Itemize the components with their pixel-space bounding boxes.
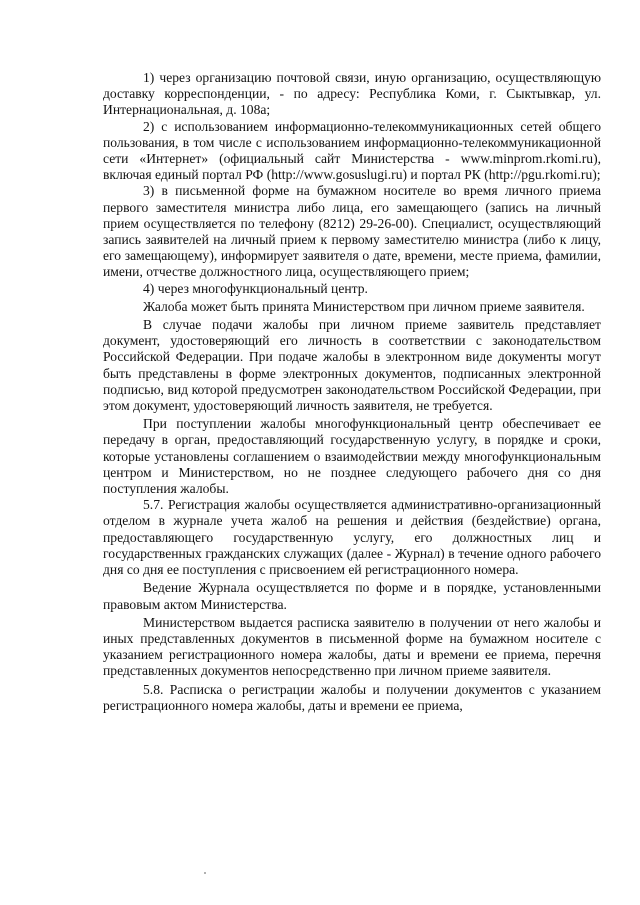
paragraph-receipt-issuance: Министерством выдается расписка заявителю в получении от него жалобы и иных представленных документов в письменной форме на бумажном носителе с указанием регистрационного номера жалобы, даты и времени ее приема, перечня представленных документов непосредственно при личном приеме заявителя. [103, 614, 601, 679]
paragraph-mfc-transfer: При поступлении жалобы многофункциональный центр обеспечивает ее передачу в орган, предоставляющий государственную услугу, в порядке и сроки, которые установлены соглашением о взаимодействии между многофункциональным центром и Министерством, но не позднее следующего рабочего дня со дня поступления жалобы. [103, 416, 601, 497]
document-page [103, 70, 601, 714]
scan-speck [204, 872, 206, 874]
paragraph-personal-reception: 3) в письменной форме на бумажном носителе во время личного приема первого заместителя министра либо лица, его замещающего (запись на личный прием осуществляется по телефону (8212) 29-26-00). Специалист, осуществляющий запись заявителей на личный прием к первому заместителю министра (либо к лицу, его замещающему), информирует заявителя о дате, времени, месте приема, фамилии, имени, отчестве должностного лица, осуществляющего прием; [103, 183, 601, 280]
paragraph-internet-submission: 2) с использованием информационно-телекоммуникационных сетей общего пользования, в том числе с использованием информационно-телекоммуникационной сети «Интернет» (официальный сайт Министерства - www.minprom.rkomi.ru), включая единый портал РФ (http://www.gosuslugi.ru) и портал РК (http://pgu.rkomi.ru); [103, 118, 601, 183]
paragraph-mfc-submission: 4) через многофункциональный центр. [143, 280, 368, 296]
paragraph-journal-keeping: Ведение Журнала осуществляется по форме и в порядке, установленными правовым актом Министерства. [103, 580, 601, 612]
paragraph-identity-document: В случае подачи жалобы при личном приеме заявитель представляет документ, удостоверяющий его личность в соответствии с законодательством Российской Федерации. При подаче жалобы в электронном виде документы могут быть представлены в форме электронных документов, подписанных электронной подписью, вид которой предусмотрен законодательством Российской Федерации, при этом документ, удостоверяющий личность заявителя, не требуется. [103, 317, 601, 414]
paragraph-section-5-7: 5.7. Регистрация жалобы осуществляется административно-организационный отделом в журнале учета жалоб на решения и действия (бездействие) органа, предоставляющего государственную услугу, его должностных лиц и государственных гражданских служащих (далее - Журнал) в течение одного рабочего дня со дня ее поступления с присвоением ей регистрационного номера. [103, 497, 601, 578]
paragraph-complaint-acceptance: Жалоба может быть принята Министерством при личном приеме заявителя. [143, 298, 585, 314]
paragraph-section-5-8: 5.8. Расписка о регистрации жалобы и получении документов с указанием регистрационного номера жалобы, даты и времени ее приема, [103, 681, 601, 713]
paragraph-mail-submission: 1) через организацию почтовой связи, иную организацию, осуществляющую доставку корреспонденции, - по адресу: Республика Коми, г. Сыктывкар, ул. Интернациональная, д. 108а; [103, 70, 601, 118]
